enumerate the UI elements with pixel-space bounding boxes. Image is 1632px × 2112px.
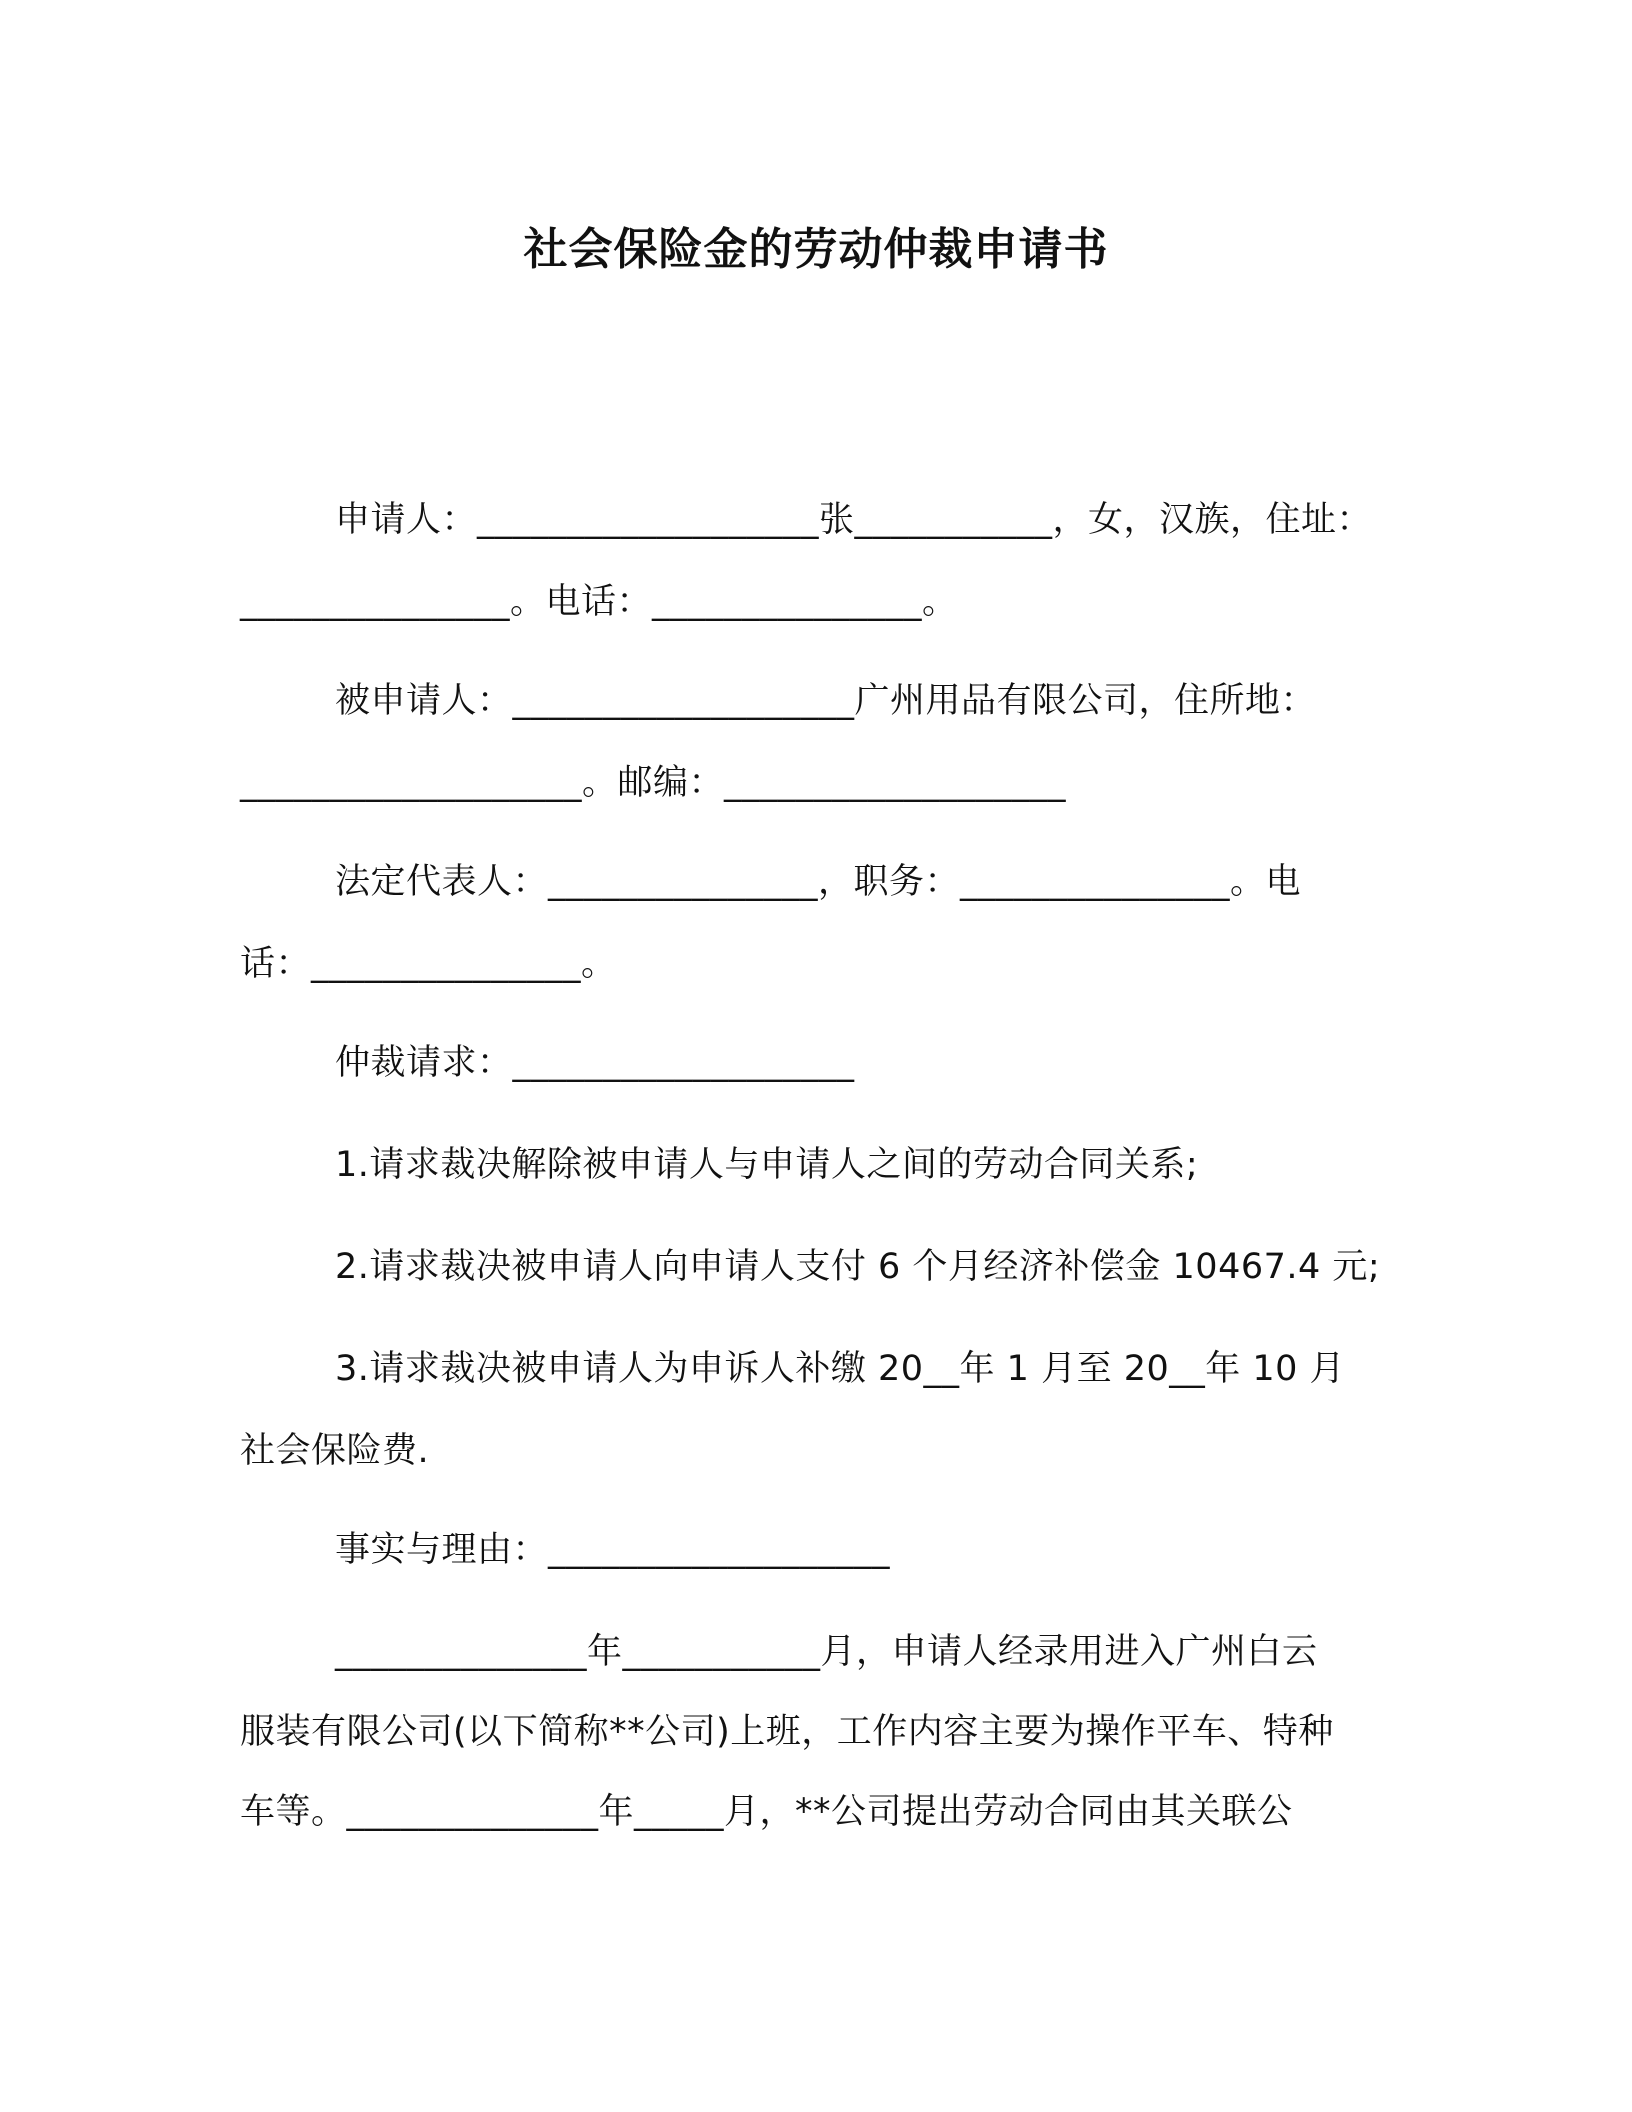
facts-line-2: 服装有限公司(以下简称**公司)上班，工作内容主要为操作平车、特种 xyxy=(240,1712,1334,1752)
legal-representative-line: 法定代表人：_______________，职务：_______________。电 xyxy=(335,862,1302,902)
facts-line-3: 车等。______________年_____月，**公司提出劳动合同由其关联公 xyxy=(240,1792,1293,1832)
facts-reasons-heading: 事实与理由：___________________ xyxy=(335,1530,891,1570)
facts-line-1: ______________年___________月，申请人经录用进入广州白云 xyxy=(335,1632,1318,1672)
legal-representative-phone-line: 话：_______________。 xyxy=(240,944,617,984)
claim-item-2: 2.请求裁决被申请人向申请人支付 6 个月经济补偿金 10467.4 元; xyxy=(335,1247,1381,1287)
applicant-contact-line: _______________。电话：_______________。 xyxy=(240,582,958,622)
claim-item-3-continuation: 社会保险费. xyxy=(240,1431,430,1471)
claim-item-3: 3.请求裁决被申请人为申诉人补缴 20__年 1 月至 20__年 10 月 xyxy=(335,1349,1346,1389)
respondent-address-line: ___________________。邮编：___________________ xyxy=(240,763,1067,803)
arbitration-claims-heading: 仲裁请求：___________________ xyxy=(335,1043,855,1083)
claim-item-1: 1.请求裁决解除被申请人与申请人之间的劳动合同关系; xyxy=(335,1145,1199,1185)
document-title: 社会保险金的劳动仲裁申请书 xyxy=(523,224,1109,275)
respondent-line: 被申请人：___________________广州用品有限公司，住所地： xyxy=(335,681,1317,721)
applicant-line: 申请人：___________________张___________，女，汉族，住址： xyxy=(335,500,1373,540)
